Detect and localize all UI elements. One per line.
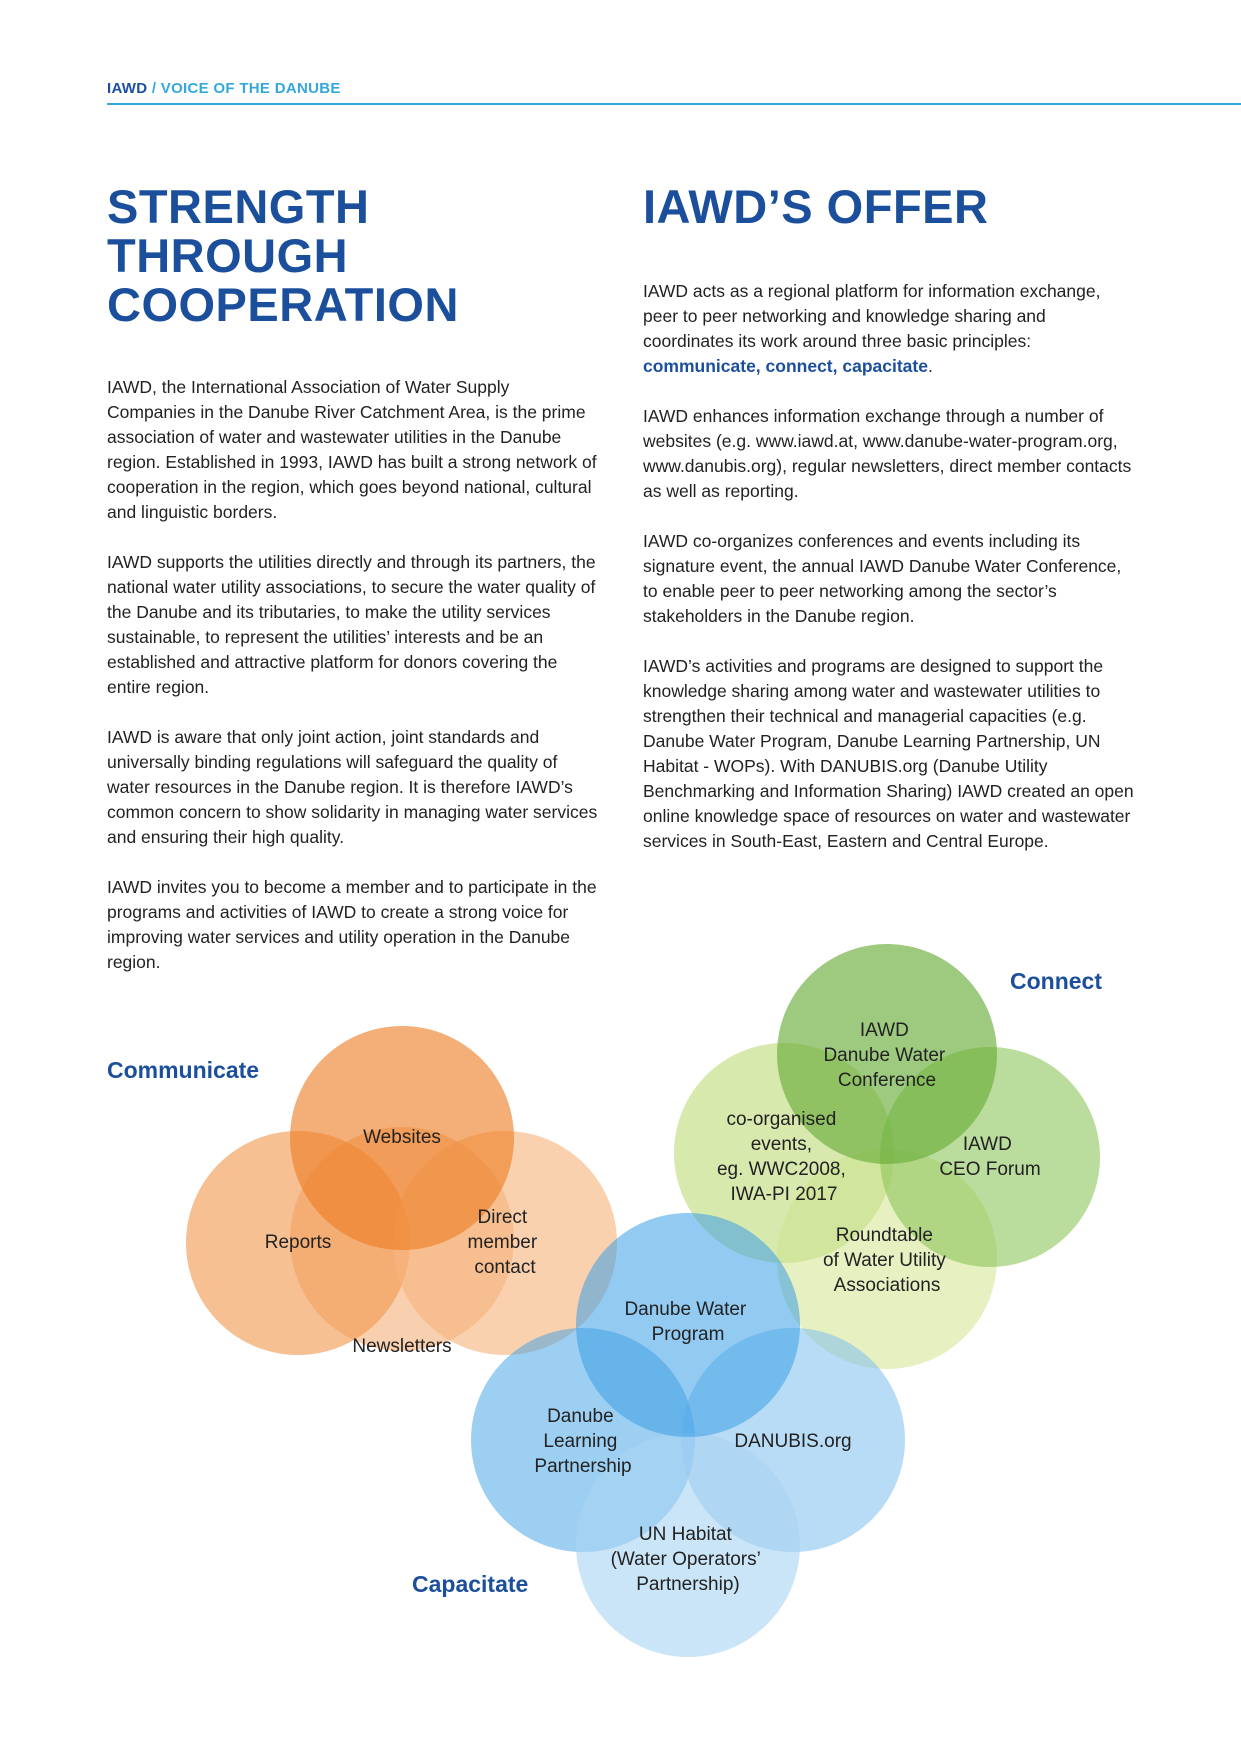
danubis-label: DANUBIS.org (734, 1431, 852, 1452)
right-paragraph: IAWD enhances information exchange through a number of websites (e.g. www.iawd.at, www.danube-water-program.org, www.danubis.org), regular newsletters, direct member contacts as well as reporting. (643, 406, 1132, 501)
right-intro: IAWD acts as a regional platform for information exchange, peer to peer networking and knowledge sharing and coordinates its work around three basic principles: (643, 281, 1101, 351)
left-paragraph: IAWD supports the utilities directly and through its partners, the national water utility associations, to secure the water quality of the Danube and its tributaries, to make the utility services sustainable, to represent the utilities’ interests and be an established and attractive platform for donors covering the entire region. (107, 552, 596, 697)
reports-label: Reports (264, 1232, 332, 1253)
header-brand: IAWD (107, 80, 148, 97)
left-title-line: THROUGH (107, 229, 349, 282)
newsletters-label: Newsletters (352, 1336, 452, 1357)
roundtable-label: Roundtable of Water Utility Associations (822, 1225, 946, 1296)
header-section: VOICE OF THE DANUBE (160, 80, 341, 97)
left-paragraph: IAWD invites you to become a member and to participate in the programs and activities of IAWD to create a strong voice for improving water services and utility operation in the Danube region. (107, 877, 597, 972)
right-paragraph: IAWD’s activities and programs are designed to support the knowledge sharing among water and wastewater utilities to strengthen their technical and managerial capacities (e.g. Danube Water Program, Danube Learning Partnership, UN Habitat - WOPs). With DANUBIS.org (Danube Utility Benchmarking and Information Sharing) IAWD created an open online knowledge space of resources on water and wastewater services in South-East, Eastern and Central Europe. (643, 656, 1134, 851)
learning-partnership-label: Danube Learning Partnership (534, 1406, 632, 1477)
capacitate-title: Capacitate (412, 1571, 529, 1597)
left-title-line: STRENGTH (107, 180, 370, 233)
left-paragraph: IAWD is aware that only joint action, joint standards and universally binding regulations will safeguard the quality of water resources in the Danube region. It is therefore IAWD’s common concern to show solidarity in managing water services and ensuring their high quality. (107, 727, 598, 847)
left-title-line: COOPERATION (107, 278, 459, 331)
communicate-title: Communicate (107, 1057, 260, 1083)
left-paragraph: IAWD, the International Association of Water Supply Companies in the Danube River Catchment Area, is the prime association of water and wastewater utilities in the Danube region. Established in 1993, IAWD has built a strong network of cooperation in the region, which goes beyond national, cultural and linguistic borders. (107, 377, 597, 522)
header-separator: / (147, 80, 161, 97)
ceo-forum-label: IAWD CEO Forum (939, 1134, 1041, 1180)
direct-contact-label: Direct member contact (467, 1207, 538, 1278)
conference-label: IAWD Danube Water Conference (823, 1020, 946, 1091)
connect-title: Connect (1010, 968, 1102, 994)
principles: communicate, connect, capacitate (643, 356, 928, 376)
right-intro-end: . (927, 356, 933, 376)
events-label: co-organised events, eg. WWC2008, IWA-PI 2017 (716, 1109, 846, 1205)
right-title: IAWD’S OFFER (643, 180, 989, 233)
water-program-label: Danube Water Program (624, 1299, 747, 1345)
websites-label: Websites (363, 1127, 441, 1148)
un-habitat-label: UN Habitat (Water Operators’ Partnership) (610, 1524, 761, 1595)
right-paragraph: IAWD co-organizes conferences and events including its signature event, the annual IAWD Danube Water Conference, to enable peer to peer networking among the sector’s stakeholders in the Danube region. (643, 531, 1122, 626)
